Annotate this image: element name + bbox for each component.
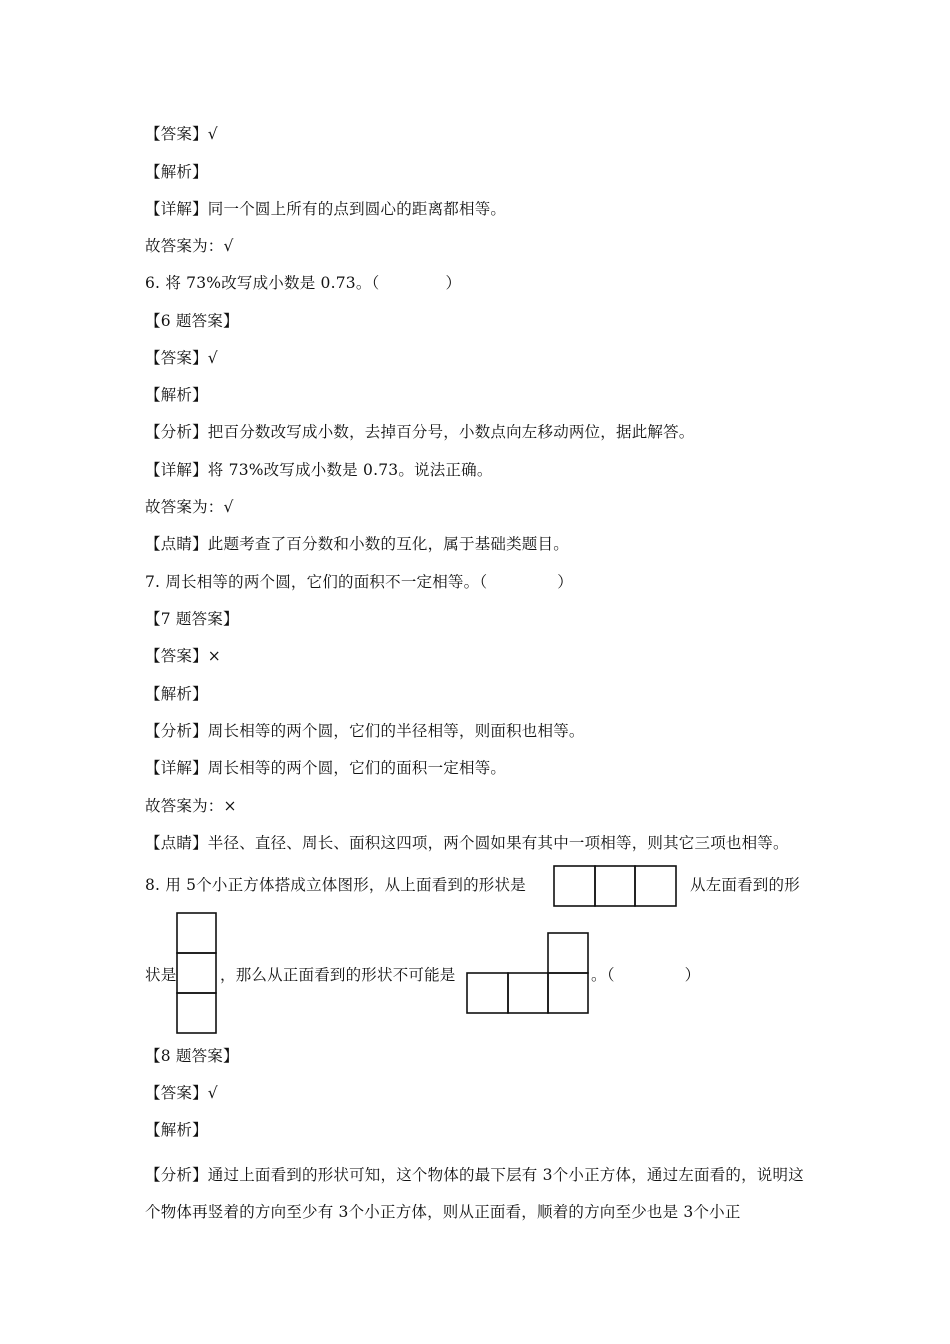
front-view-cube-1: [467, 973, 508, 1013]
top-view-cube-2: [595, 866, 635, 906]
question-8-part-e: [591, 964, 700, 986]
question-7-text: 7. 周长相等的两个圆，它们的面积不一定相等。（: [145, 573, 488, 591]
question-8-open: 。（: [591, 966, 615, 984]
question-8-part-c: 状是: [145, 966, 177, 984]
left-view-cube-1: [177, 913, 216, 953]
question-6-detail: 【详解】将 73%改写成小数是 0.73。说法正确。: [145, 461, 493, 479]
top-view-figure: [553, 865, 678, 908]
top-view-cube-1: [554, 866, 595, 906]
question-6-answer-heading: 【6 题答案】: [145, 312, 239, 330]
question-6-comment: 【点睛】此题考查了百分数和小数的互化，属于基础类题目。: [145, 535, 569, 553]
question-8-answer-heading: 【8 题答案】: [145, 1047, 239, 1065]
question-8-close: ）: [684, 966, 701, 984]
front-view-cube-3: [548, 973, 588, 1013]
top-view-cube-3: [635, 866, 676, 906]
question-8-answer: 【答案】√: [145, 1084, 218, 1102]
question-7-analysis: 【分析】周长相等的两个圆，它们的半径相等，则面积也相等。: [145, 722, 585, 740]
left-view-cube-2: [177, 953, 216, 993]
question-6: [145, 272, 461, 294]
answer-line: 【答案】√: [145, 125, 218, 143]
question-7-conclusion: 故答案为：×: [145, 797, 237, 815]
question-6-text: 6. 将 73%改写成小数是 0.73。（: [145, 274, 380, 292]
question-8-analysis: 【分析】通过上面看到的形状可知，这个物体的最下层有 3个小正方体，通过左面看的，说明这个物体再竖着的方向至少有 3个小正方体，则从正面看，顺着的方向至少也是 3个小正: [145, 1166, 804, 1221]
question-8-part-d: ，那么从正面看到的形状不可能是: [220, 966, 456, 984]
question-6-analysis-heading: 【解析】: [145, 386, 208, 404]
question-7-answer-heading: 【7 题答案】: [145, 610, 239, 628]
question-6-answer: 【答案】√: [145, 349, 218, 367]
front-view-figure: [466, 932, 590, 1015]
left-view-figure: [176, 912, 218, 1035]
analysis-heading: 【解析】: [145, 163, 208, 181]
question-8-part-a: 8. 用 5个小正方体搭成立体图形，从上面看到的形状是: [145, 876, 526, 894]
detail-line: 【详解】同一个圆上所有的点到圆心的距离都相等。: [145, 200, 507, 218]
question-6-conclusion: 故答案为：√: [145, 498, 234, 516]
question-8-part-b: 从左面看到的形: [690, 876, 800, 894]
question-8-analysis-heading: 【解析】: [145, 1121, 208, 1139]
question-7-detail: 【详解】周长相等的两个圆，它们的面积一定相等。: [145, 759, 507, 777]
question-7-answer: 【答案】×: [145, 647, 221, 665]
question-7-close: ）: [557, 573, 573, 591]
left-view-cube-3: [177, 993, 216, 1033]
question-6-analysis: 【分析】把百分数改写成小数，去掉百分号，小数点向左移动两位，据此解答。: [145, 423, 695, 441]
question-7: [145, 571, 573, 593]
conclusion-line: 故答案为：√: [145, 237, 234, 255]
question-7-comment: 【点睛】半径、直径、周长、面积这四项，两个圆如果有其中一项相等，则其它三项也相等。: [145, 834, 789, 852]
front-view-cube-top: [548, 933, 588, 973]
front-view-cube-2: [508, 973, 548, 1013]
question-7-analysis-heading: 【解析】: [145, 685, 208, 703]
question-6-close: ）: [445, 274, 462, 292]
